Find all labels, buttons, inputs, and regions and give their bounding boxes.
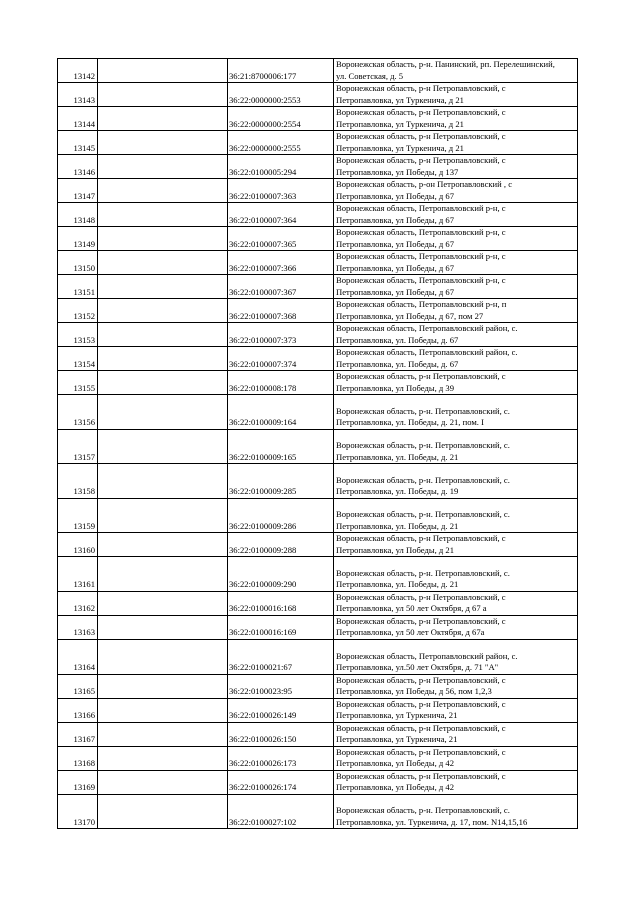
table-row	[58, 639, 578, 674]
address-line: ул. Советская, д. 5	[336, 70, 404, 81]
record-number-cell: 13143	[58, 83, 98, 107]
address-line: Воронежская область, Петропавловский р-н, с	[336, 203, 506, 213]
address-line: Воронежская область, р-н. Петропавловский, с.	[336, 805, 510, 816]
cadastral-number-cell: 36:22:0100007:363	[228, 179, 334, 203]
table-row	[58, 83, 578, 107]
table-row	[58, 533, 578, 557]
cadastral-number-cell: 36:22:0100016:169	[228, 615, 334, 639]
record-number-cell: 13145	[58, 131, 98, 155]
property-table-body	[58, 59, 578, 829]
blank-cell	[98, 746, 228, 770]
cadastral-number-cell: 36:21:8700006:177	[228, 59, 334, 83]
table-row	[58, 155, 578, 179]
record-number-cell: 13150	[58, 251, 98, 275]
address-line: Петропавловка, ул Победы, д 67	[336, 190, 455, 201]
address-line: Петропавловка, ул Победы, д 21	[336, 544, 455, 555]
record-number-cell: 13148	[58, 203, 98, 227]
address-cell	[334, 794, 578, 829]
address-line: Воронежская область, р-н Петропавловский, с	[336, 83, 506, 93]
table-row	[58, 770, 578, 794]
table-row	[58, 323, 578, 347]
address-cell	[334, 395, 578, 430]
address-cell	[334, 155, 578, 179]
table-row	[58, 299, 578, 323]
blank-cell	[98, 498, 228, 533]
record-number-cell: 13167	[58, 722, 98, 746]
address-cell	[334, 722, 578, 746]
record-number-cell: 13146	[58, 155, 98, 179]
cadastral-number-cell: 36:22:0100009:290	[228, 557, 334, 592]
record-number-cell: 13170	[58, 794, 98, 829]
address-line: Воронежская область, Петропавловский р-н, с	[336, 251, 506, 261]
address-line: Петропавловка, ул Победы, д 39	[336, 382, 455, 393]
record-number-cell: 13156	[58, 395, 98, 430]
blank-cell	[98, 557, 228, 592]
cadastral-number-cell: 36:22:0100007:364	[228, 203, 334, 227]
address-line: Петропавловка, ул Победы, д 42	[336, 758, 455, 769]
record-number-cell: 13149	[58, 227, 98, 251]
cadastral-number-cell: 36:22:0100009:164	[228, 395, 334, 430]
address-line: Воронежская область, р-н Петропавловский, с	[336, 591, 506, 602]
address-cell	[334, 429, 578, 464]
blank-cell	[98, 227, 228, 251]
table-row	[58, 107, 578, 131]
address-line: Петропавловка, ул.50 лет Октября, д. 71 "А"	[336, 662, 499, 673]
record-number-cell: 13152	[58, 299, 98, 323]
address-cell	[334, 746, 578, 770]
blank-cell	[98, 429, 228, 464]
address-line: Воронежская область, р-н Петропавловский, с	[336, 615, 506, 626]
blank-cell	[98, 395, 228, 430]
record-number-cell: 13158	[58, 464, 98, 499]
address-line: Воронежская область, р-н Петропавловский, с	[336, 107, 506, 117]
address-line: Петропавловка, ул Туркенича, д 21	[336, 118, 464, 129]
address-line: Петропавловка, ул. Победы, д. 21	[336, 579, 459, 590]
record-number-cell: 13162	[58, 591, 98, 615]
blank-cell	[98, 83, 228, 107]
address-line: Петропавловка, ул 50 лет Октября, д 67а	[336, 627, 485, 638]
address-line: Петропавловка, ул Туркенича, 21	[336, 710, 458, 721]
address-line: Петропавловка, ул. Туркенича, д. 17, пом. N14,15,16	[336, 816, 528, 827]
record-number-cell: 13155	[58, 371, 98, 395]
address-line: Петропавловка, ул. Победы, д. 67	[336, 334, 459, 345]
address-line: Воронежская область, р-н Петропавловский, с	[336, 131, 506, 141]
table-row	[58, 722, 578, 746]
address-cell	[334, 251, 578, 275]
address-line: Воронежская область, р-н Петропавловский, с	[336, 155, 506, 165]
address-cell	[334, 347, 578, 371]
property-table	[57, 58, 578, 829]
blank-cell	[98, 674, 228, 698]
address-cell	[334, 299, 578, 323]
cadastral-number-cell: 36:22:0100007:373	[228, 323, 334, 347]
blank-cell	[98, 347, 228, 371]
address-line: Петропавловка, ул Победы, д 67	[336, 238, 455, 249]
cadastral-number-cell: 36:22:0100026:174	[228, 770, 334, 794]
record-number-cell: 13142	[58, 59, 98, 83]
address-line: Воронежская область, Петропавловский р-н, с	[336, 275, 506, 285]
address-line: Петропавловка, ул. Победы, д. 21	[336, 451, 459, 462]
blank-cell	[98, 698, 228, 722]
address-line: Петропавловка, ул Туркенича, д 21	[336, 94, 464, 105]
address-line: Петропавловка, ул Победы, д 56, пом 1,2,3	[336, 686, 492, 697]
cadastral-number-cell: 36:22:0100009:288	[228, 533, 334, 557]
blank-cell	[98, 722, 228, 746]
address-line: Воронежская область, р-н. Петропавловский, с.	[336, 567, 510, 578]
address-cell	[334, 107, 578, 131]
table-row	[58, 179, 578, 203]
blank-cell	[98, 371, 228, 395]
address-line: Петропавловка, ул Победы, д 67	[336, 214, 455, 225]
record-number-cell: 13159	[58, 498, 98, 533]
record-number-cell: 13160	[58, 533, 98, 557]
cadastral-number-cell: 36:22:0100016:168	[228, 591, 334, 615]
table-row	[58, 498, 578, 533]
record-number-cell: 13144	[58, 107, 98, 131]
address-line: Петропавловка, ул Победы, д 42	[336, 782, 455, 793]
address-cell	[334, 323, 578, 347]
blank-cell	[98, 794, 228, 829]
address-line: Петропавловка, ул 50 лет Октября, д 67 а	[336, 603, 487, 614]
blank-cell	[98, 299, 228, 323]
blank-cell	[98, 639, 228, 674]
cadastral-number-cell: 36:22:0100007:367	[228, 275, 334, 299]
address-line: Воронежская область, Петропавловский р-н, п	[336, 299, 507, 309]
record-number-cell: 13161	[58, 557, 98, 592]
table-row	[58, 794, 578, 829]
cadastral-number-cell: 36:22:0100021:67	[228, 639, 334, 674]
address-line: Воронежская область, р-н Петропавловский, с	[336, 698, 506, 709]
blank-cell	[98, 179, 228, 203]
cadastral-number-cell: 36:22:0100026:150	[228, 722, 334, 746]
record-number-cell: 13151	[58, 275, 98, 299]
address-line: Воронежская область, р-он Петропавловский , с	[336, 179, 513, 189]
cadastral-number-cell: 36:22:0100007:365	[228, 227, 334, 251]
table-row	[58, 275, 578, 299]
blank-cell	[98, 464, 228, 499]
blank-cell	[98, 59, 228, 83]
table-row	[58, 251, 578, 275]
cadastral-number-cell: 36:22:0100023:95	[228, 674, 334, 698]
blank-cell	[98, 107, 228, 131]
cadastral-number-cell: 36:22:0100005:294	[228, 155, 334, 179]
blank-cell	[98, 323, 228, 347]
address-cell	[334, 591, 578, 615]
table-row	[58, 59, 578, 83]
table-row	[58, 464, 578, 499]
blank-cell	[98, 155, 228, 179]
address-line: Воронежская область, р-н Петропавловский, с	[336, 722, 506, 733]
table-row	[58, 698, 578, 722]
address-cell	[334, 59, 578, 83]
address-line: Петропавловка, ул. Победы, д. 21	[336, 520, 459, 531]
table-row	[58, 591, 578, 615]
address-line: Петропавловка, ул Туркенича, 21	[336, 734, 458, 745]
address-line: Воронежская область, р-н Петропавловский, с	[336, 770, 506, 781]
cadastral-number-cell: 36:22:0100009:285	[228, 464, 334, 499]
address-cell	[334, 464, 578, 499]
address-line: Воронежская область, р-н Петропавловский, с	[336, 533, 506, 544]
blank-cell	[98, 615, 228, 639]
record-number-cell: 13169	[58, 770, 98, 794]
table-row	[58, 347, 578, 371]
record-number-cell: 13165	[58, 674, 98, 698]
record-number-cell: 13157	[58, 429, 98, 464]
address-cell	[334, 615, 578, 639]
cadastral-number-cell: 36:22:0100009:165	[228, 429, 334, 464]
address-line: Петропавловка, ул Победы, д 67, пом 27	[336, 310, 484, 321]
cadastral-number-cell: 36:22:0100026:173	[228, 746, 334, 770]
cadastral-number-cell: 36:22:0100026:149	[228, 698, 334, 722]
cadastral-number-cell: 36:22:0000000:2554	[228, 107, 334, 131]
record-number-cell: 13166	[58, 698, 98, 722]
address-cell	[334, 698, 578, 722]
address-cell	[334, 371, 578, 395]
address-line: Воронежская область, Петропавловский р-н, с	[336, 227, 506, 237]
address-line: Воронежская область, Петропавловский район, с.	[336, 323, 518, 333]
address-line: Воронежская область, Петропавловский район, с.	[336, 347, 518, 357]
cadastral-number-cell: 36:22:0100007:368	[228, 299, 334, 323]
address-line: Воронежская область, р-н. Петропавловский, с.	[336, 509, 510, 520]
address-line: Петропавловка, ул Туркенича, д 21	[336, 142, 464, 153]
cadastral-number-cell: 36:22:0100007:374	[228, 347, 334, 371]
address-cell	[334, 227, 578, 251]
table-row	[58, 395, 578, 430]
cadastral-number-cell: 36:22:0100009:286	[228, 498, 334, 533]
address-cell	[334, 275, 578, 299]
blank-cell	[98, 251, 228, 275]
blank-cell	[98, 203, 228, 227]
address-line: Воронежская область, р-н. Петропавловский, с.	[336, 405, 510, 416]
address-cell	[334, 498, 578, 533]
cadastral-number-cell: 36:22:0000000:2555	[228, 131, 334, 155]
blank-cell	[98, 533, 228, 557]
address-line: Петропавловка, ул. Победы, д. 19	[336, 486, 459, 497]
address-line: Воронежская область, р-н Петропавловский, с	[336, 371, 506, 381]
cadastral-number-cell: 36:22:0000000:2553	[228, 83, 334, 107]
record-number-cell: 13164	[58, 639, 98, 674]
address-line: Воронежская область, Петропавловский район, с.	[336, 650, 518, 661]
blank-cell	[98, 770, 228, 794]
address-cell	[334, 179, 578, 203]
table-row	[58, 429, 578, 464]
address-cell	[334, 674, 578, 698]
address-cell	[334, 533, 578, 557]
table-row	[58, 227, 578, 251]
address-line: Воронежская область, р-н. Панинский, рп. Перелешинский,	[336, 59, 555, 69]
table-row	[58, 746, 578, 770]
address-line: Петропавловка, ул Победы, д 137	[336, 166, 459, 177]
cadastral-number-cell: 36:22:0100027:102	[228, 794, 334, 829]
table-row	[58, 557, 578, 592]
blank-cell	[98, 131, 228, 155]
address-cell	[334, 639, 578, 674]
address-line: Воронежская область, р-н Петропавловский, с	[336, 746, 506, 757]
address-cell	[334, 770, 578, 794]
address-line: Петропавловка, ул. Победы, д. 21, пом. I	[336, 417, 484, 428]
address-cell	[334, 557, 578, 592]
address-line: Петропавловка, ул. Победы, д. 67	[336, 358, 459, 369]
address-line: Воронежская область, р-н Петропавловский, с	[336, 674, 506, 685]
address-line: Петропавловка, ул Победы, д 67	[336, 262, 455, 273]
cadastral-number-cell: 36:22:0100008:178	[228, 371, 334, 395]
address-cell	[334, 83, 578, 107]
blank-cell	[98, 591, 228, 615]
record-number-cell: 13147	[58, 179, 98, 203]
address-cell	[334, 203, 578, 227]
address-line: Петропавловка, ул Победы, д 67	[336, 286, 455, 297]
record-number-cell: 13154	[58, 347, 98, 371]
table-row	[58, 615, 578, 639]
address-line: Воронежская область, р-н. Петропавловский, с.	[336, 440, 510, 451]
record-number-cell: 13168	[58, 746, 98, 770]
record-number-cell: 13163	[58, 615, 98, 639]
address-cell	[334, 131, 578, 155]
cadastral-number-cell: 36:22:0100007:366	[228, 251, 334, 275]
address-line: Воронежская область, р-н. Петропавловский, с.	[336, 474, 510, 485]
record-number-cell: 13153	[58, 323, 98, 347]
table-row	[58, 203, 578, 227]
blank-cell	[98, 275, 228, 299]
table-row	[58, 131, 578, 155]
table-row	[58, 674, 578, 698]
table-row	[58, 371, 578, 395]
